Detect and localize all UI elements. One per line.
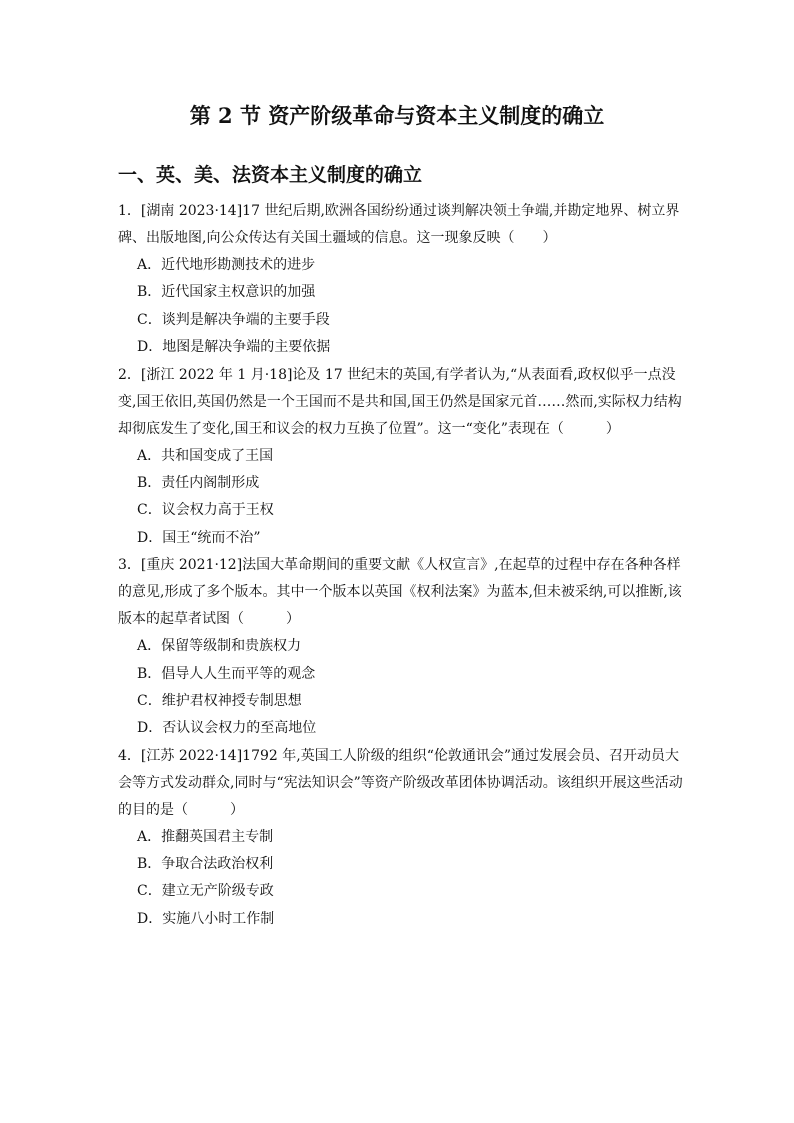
section-heading: 一、英、美、法资本主义制度的确立 [118,164,423,186]
option-list [118,824,686,934]
option-a: A．保留等级制和贵族权力 [137,638,302,655]
option-b: B．责任内阁制形成 [137,474,260,491]
option-c: C．维护君权神授专制思想 [137,692,302,709]
option-d: D．否认议会权力的至高地位 [137,720,317,737]
option-list [118,443,686,553]
option-a: A．推翻英国君主专制 [137,828,274,845]
question-3 [118,552,686,743]
option-b: B．倡导人人生而平等的观念 [137,665,316,682]
option-c: C．谈判是解决争端的主要手段 [137,311,330,328]
page-title: 第 2 节 资产阶级革命与资本主义制度的确立 [189,103,605,128]
option-d: D．地图是解决争端的主要依据 [137,339,331,356]
question-4 [118,743,686,934]
question-stem: 2．[浙江 2022 年 1 月·18]论及 17 世纪末的英国,有学者认为,“从表面看,政权似乎一点没变,国王依旧,英国仍然是一个王国而不是共和国,国王仍然是国家元首……然而,实际权力结构却彻底发生了变化,国王和议会的权力互换了位置”。这一“变化”表现在（ ） [118,366,682,437]
option-a: A．共和国变成了王国 [137,447,274,464]
option-b: B．争取合法政治权利 [137,856,274,873]
question-stem: 4．[江苏 2022·14]1792 年,英国工人阶级的组织“伦敦通讯会”通过发展会员、召开动员大会等方式发动群众,同时与“宪法知识会”等资产阶级改革团体协调活动。该组织开展这些活动的目的是（ ） [118,747,683,818]
option-d: D．国王“统而不治” [137,529,261,546]
question-2 [118,362,686,553]
option-c: C．建立无产阶级专政 [137,883,274,900]
question-stem: 3．[重庆 2021·12]法国大革命期间的重要文献《人权宣言》,在起草的过程中存在各种各样的意见,形成了多个版本。其中一个版本以英国《权利法案》为蓝本,但未被采纳,可以推断,该版本的起草者试图（ ） [118,557,682,628]
question-1 [118,198,686,362]
option-list [118,252,686,362]
question-list [118,198,686,933]
option-c: C．议会权力高于王权 [137,502,274,519]
option-d: D．实施八小时工作制 [137,910,275,927]
option-list [118,633,686,743]
question-stem: 1．[湖南 2023·14]17 世纪后期,欧洲各国纷纷通过谈判解决领土争端,并勘定地界、树立界碑、出版地图,向公众传达有关国土疆域的信息。这一现象反映（ ） [118,203,680,246]
option-b: B．近代国家主权意识的加强 [137,284,316,301]
option-a: A．近代地形勘测技术的进步 [137,257,316,273]
